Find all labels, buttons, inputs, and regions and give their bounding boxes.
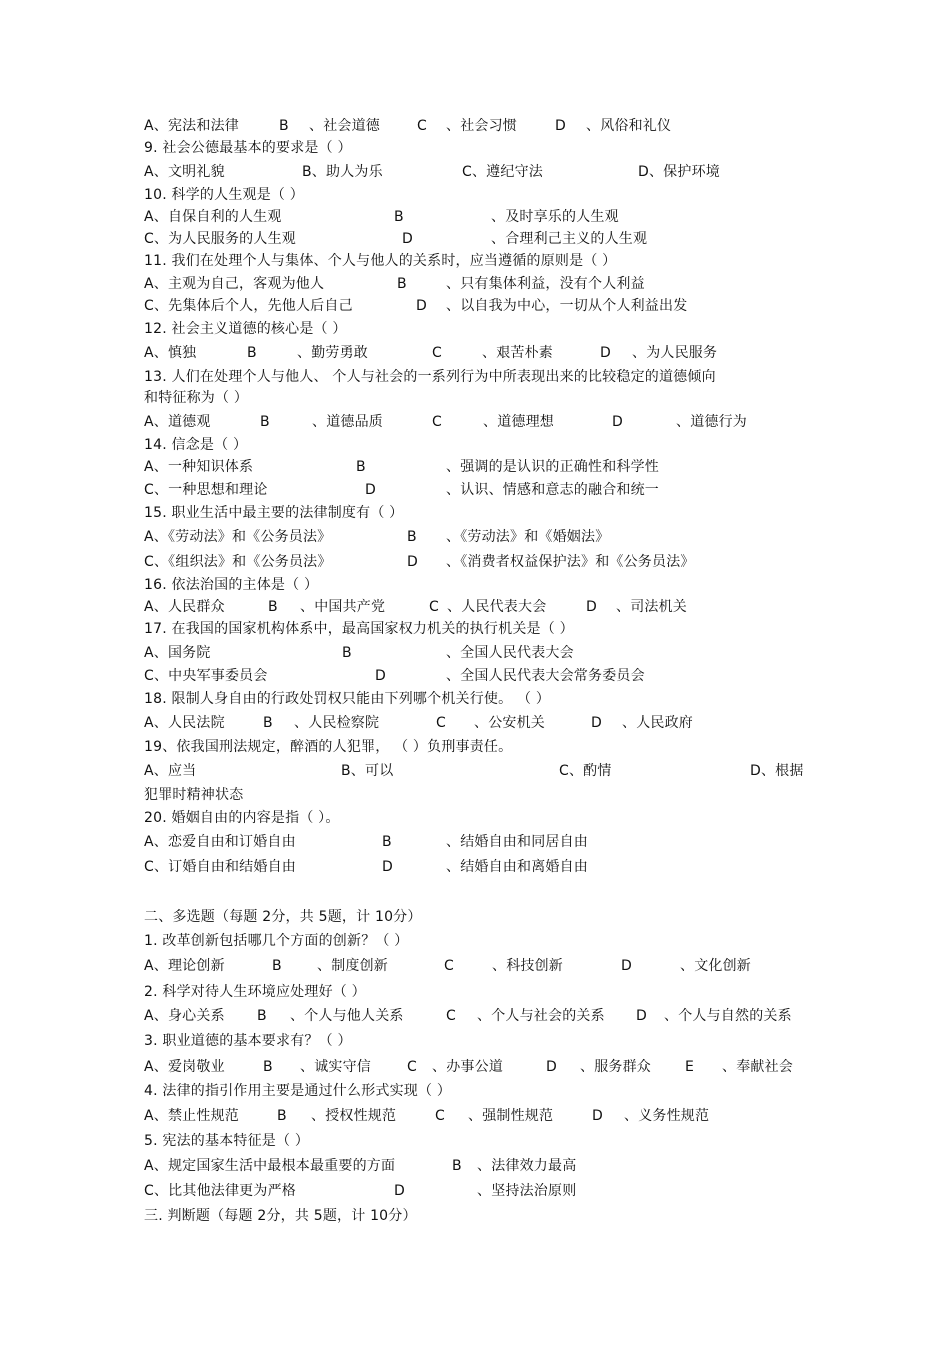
text-segment: 、文化创新 — [680, 958, 751, 974]
text-line — [144, 252, 844, 270]
text-segment: 、办事公道 — [432, 1059, 503, 1075]
text-line — [144, 738, 844, 756]
text-line — [144, 297, 844, 315]
text-segment: 、合理利己主义的人生观 — [491, 231, 648, 247]
text-segment: B — [356, 459, 366, 475]
text-line — [144, 1107, 844, 1125]
text-line — [144, 389, 844, 407]
text-line — [144, 667, 844, 685]
text-segment: 、强制性规范 — [468, 1108, 554, 1124]
text-segment: D — [621, 958, 632, 974]
text-segment: B — [263, 1059, 273, 1075]
text-line — [144, 1082, 844, 1100]
text-line — [144, 1058, 844, 1076]
text-segment: B、可以 — [341, 763, 394, 779]
text-segment: B — [397, 276, 407, 292]
text-line — [144, 908, 844, 926]
text-segment: 、服务群众 — [580, 1059, 651, 1075]
text-segment: D — [375, 668, 386, 684]
text-segment: B — [247, 345, 257, 361]
text-segment: B — [272, 958, 282, 974]
text-segment: A、禁止性规范 — [144, 1108, 239, 1124]
text-segment: 3. 职业道德的基本要求有？（ ） — [144, 1033, 352, 1049]
text-segment: 和特征称为（ ） — [144, 390, 249, 406]
text-line — [144, 786, 844, 804]
text-segment: B — [452, 1158, 462, 1174]
text-line — [144, 1007, 844, 1025]
text-segment: C — [435, 1108, 445, 1124]
text-segment: 16. 依法治国的主体是（ ） — [144, 577, 319, 593]
text-line — [144, 598, 844, 616]
text-segment: C — [432, 345, 442, 361]
text-line — [144, 1207, 844, 1225]
text-line — [144, 504, 844, 522]
text-segment: 、义务性规范 — [624, 1108, 710, 1124]
text-segment: 、以自我为中心，一切从个人利益出发 — [446, 298, 688, 314]
text-segment: C — [446, 1008, 456, 1024]
text-segment: 14. 信念是（ ） — [144, 437, 248, 453]
text-segment: D — [416, 298, 427, 314]
text-segment: 、公安机关 — [474, 715, 545, 731]
text-segment: 、法律效力最高 — [477, 1158, 577, 1174]
text-line — [144, 208, 844, 226]
text-segment: B — [260, 414, 270, 430]
text-segment: 9. 社会公德最基本的要求是（ ） — [144, 140, 352, 156]
text-line — [144, 620, 844, 638]
text-segment: D — [546, 1059, 557, 1075]
text-segment: 、道德品质 — [312, 414, 383, 430]
text-segment: 、个人与自然的关系 — [664, 1008, 792, 1024]
text-segment: 19、依我国刑法规定，醉酒的人犯罪， （ ）负刑事责任。 — [144, 739, 513, 755]
text-segment: 、勤劳勇敢 — [297, 345, 368, 361]
text-segment: 12. 社会主义道德的核心是（ ） — [144, 321, 347, 337]
text-line — [144, 690, 844, 708]
text-segment: B — [268, 599, 278, 615]
text-segment: D — [402, 231, 413, 247]
text-line — [144, 481, 844, 499]
text-segment: B — [342, 645, 352, 661]
text-line — [144, 762, 844, 780]
text-segment: 2. 科学对待人生环境应处理好（ ） — [144, 984, 366, 1000]
text-segment: A、人民法院 — [144, 715, 225, 731]
text-segment: 11. 我们在处理个人与集体、个人与他人的关系时，应当遵循的原则是（ ） — [144, 253, 617, 269]
text-segment: 、结婚自由和离婚自由 — [446, 859, 588, 875]
text-segment: 三. 判断题（每题 2分，共 5题，计 10分） — [144, 1208, 417, 1224]
text-line — [144, 368, 844, 386]
text-line — [144, 320, 844, 338]
text-segment: D — [636, 1008, 647, 1024]
text-segment: 、授权性规范 — [311, 1108, 397, 1124]
text-segment: 、坚持法治原则 — [477, 1183, 577, 1199]
text-segment: 、中国共产党 — [300, 599, 386, 615]
text-segment: 、个人与社会的关系 — [477, 1008, 605, 1024]
text-segment: A、恋爱自由和订婚自由 — [144, 834, 296, 850]
text-line — [144, 275, 844, 293]
text-segment: A、一种知识体系 — [144, 459, 254, 475]
text-segment: 、《劳动法》和《婚姻法》 — [446, 529, 610, 545]
text-line — [144, 436, 844, 454]
text-segment: A、慎独 — [144, 345, 197, 361]
text-segment: 、《消费者权益保护法》和《公务员法》 — [446, 554, 695, 570]
text-segment: 、结婚自由和同居自由 — [446, 834, 588, 850]
text-segment: A、主观为自己，客观为他人 — [144, 276, 325, 292]
text-segment: C — [444, 958, 454, 974]
text-segment: A、应当 — [144, 763, 197, 779]
text-line — [144, 858, 844, 876]
text-segment: B — [263, 715, 273, 731]
text-segment: A、人民群众 — [144, 599, 225, 615]
text-line — [144, 458, 844, 476]
text-segment: 、制度创新 — [317, 958, 388, 974]
text-segment: C、为人民服务的人生观 — [144, 231, 296, 247]
text-line — [144, 230, 844, 248]
text-segment: 、人民检察院 — [294, 715, 380, 731]
text-segment: B — [407, 529, 417, 545]
text-segment: D、根据 — [750, 763, 804, 779]
text-segment: 犯罪时精神状态 — [144, 787, 244, 803]
text-line — [144, 644, 844, 662]
text-segment: C、比其他法律更为严格 — [144, 1183, 296, 1199]
text-segment: C、一种思想和理论 — [144, 482, 268, 498]
text-line — [144, 117, 844, 135]
text-segment: C、中央军事委员会 — [144, 668, 268, 684]
text-segment: D — [365, 482, 376, 498]
text-segment: 、道德行为 — [676, 414, 747, 430]
text-segment: 、司法机关 — [616, 599, 687, 615]
text-segment: C、先集体后个人，先他人后自己 — [144, 298, 353, 314]
text-segment: 、只有集体利益，没有个人利益 — [446, 276, 645, 292]
text-segment: 、科技创新 — [492, 958, 563, 974]
text-segment: 、人民政府 — [622, 715, 693, 731]
text-segment: B — [257, 1008, 267, 1024]
text-segment: B、助人为乐 — [302, 164, 383, 180]
text-segment: D、保护环境 — [638, 164, 720, 180]
text-line — [144, 528, 844, 546]
text-segment: 、个人与他人关系 — [290, 1008, 404, 1024]
text-segment: 10. 科学的人生观是（ ） — [144, 187, 304, 203]
text-segment: 5. 宪法的基本特征是（ ） — [144, 1133, 310, 1149]
text-line — [144, 413, 844, 431]
text-segment: D — [586, 599, 597, 615]
text-segment: A、自保自利的人生观 — [144, 209, 282, 225]
text-line — [144, 1132, 844, 1150]
text-segment: 、全国人民代表大会 — [446, 645, 574, 661]
text-line — [144, 983, 844, 1001]
text-segment: A、宪法和法律 — [144, 118, 239, 134]
text-line — [144, 833, 844, 851]
text-segment: E — [685, 1059, 695, 1075]
text-segment: C、《组织法》和《公务员法》 — [144, 554, 332, 570]
text-segment: 、社会习惯 — [446, 118, 517, 134]
text-segment: C、订婚自由和结婚自由 — [144, 859, 296, 875]
text-segment: 18. 限制人身自由的行政处罚权只能由下列哪个机关行使。 （ ） — [144, 691, 551, 707]
text-segment: D — [600, 345, 611, 361]
text-segment: B — [394, 209, 404, 225]
text-segment: D — [407, 554, 418, 570]
text-segment: D — [382, 859, 393, 875]
text-segment: 17. 在我国的国家机构体系中，最高国家权力机关的执行机关是（ ） — [144, 621, 574, 637]
text-segment: 、及时享乐的人生观 — [491, 209, 619, 225]
text-segment: 、为人民服务 — [632, 345, 718, 361]
text-line — [144, 576, 844, 594]
text-segment: 、认识、情感和意志的融合和统一 — [446, 482, 659, 498]
text-line — [144, 809, 844, 827]
text-segment: A、国务院 — [144, 645, 211, 661]
text-segment: A、爱岗敬业 — [144, 1059, 225, 1075]
text-segment: C — [407, 1059, 417, 1075]
text-segment: 、奉献社会 — [722, 1059, 793, 1075]
text-segment: A、规定国家生活中最根本最重要的方面 — [144, 1158, 396, 1174]
text-segment: C — [417, 118, 427, 134]
text-segment: D — [592, 1108, 603, 1124]
text-segment: 13. 人们在处理个人与他人、 个人与社会的一系列行为中所表现出来的比较稳定的道德倾向 — [144, 369, 716, 385]
text-segment: 、道德理想 — [483, 414, 554, 430]
text-segment: B — [279, 118, 289, 134]
text-segment: 4. 法律的指引作用主要是通过什么形式实现（ ） — [144, 1083, 452, 1099]
text-segment: 、全国人民代表大会常务委员会 — [446, 668, 645, 684]
text-segment: A、身心关系 — [144, 1008, 225, 1024]
text-segment: B — [382, 834, 392, 850]
text-segment: 、强调的是认识的正确性和科学性 — [446, 459, 659, 475]
text-segment: B — [277, 1108, 287, 1124]
text-line — [144, 553, 844, 571]
text-line — [144, 163, 844, 181]
text-segment: 1. 改革创新包括哪几个方面的创新？（ ） — [144, 933, 409, 949]
text-segment: A、道德观 — [144, 414, 211, 430]
text-segment: 、人民代表大会 — [447, 599, 547, 615]
text-segment: C、遵纪守法 — [462, 164, 543, 180]
text-segment: D — [555, 118, 566, 134]
text-segment: C — [429, 599, 439, 615]
text-segment: C — [436, 715, 446, 731]
text-line — [144, 186, 844, 204]
text-line — [144, 714, 844, 732]
text-segment: 二、多选题（每题 2分，共 5题，计 10分） — [144, 909, 422, 925]
text-segment: 、艰苦朴素 — [482, 345, 553, 361]
text-segment: 、社会道德 — [309, 118, 380, 134]
text-segment: D — [394, 1183, 405, 1199]
text-segment: C、酌情 — [559, 763, 612, 779]
text-segment: D — [591, 715, 602, 731]
text-segment: A、文明礼貌 — [144, 164, 225, 180]
text-line — [144, 1182, 844, 1200]
text-segment: A、理论创新 — [144, 958, 225, 974]
text-line — [144, 932, 844, 950]
text-segment: 、诚实守信 — [300, 1059, 371, 1075]
text-line — [144, 1032, 844, 1050]
text-segment: C — [432, 414, 442, 430]
text-line — [144, 1157, 844, 1175]
text-line — [144, 139, 844, 157]
text-segment: 15. 职业生活中最主要的法律制度有（ ） — [144, 505, 404, 521]
text-segment: 20. 婚姻自由的内容是指（ ）。 — [144, 810, 340, 826]
text-line — [144, 344, 844, 362]
text-line — [144, 957, 844, 975]
text-segment: D — [612, 414, 623, 430]
text-segment: 、风俗和礼仪 — [586, 118, 672, 134]
text-segment: A、《劳动法》和《公务员法》 — [144, 529, 332, 545]
